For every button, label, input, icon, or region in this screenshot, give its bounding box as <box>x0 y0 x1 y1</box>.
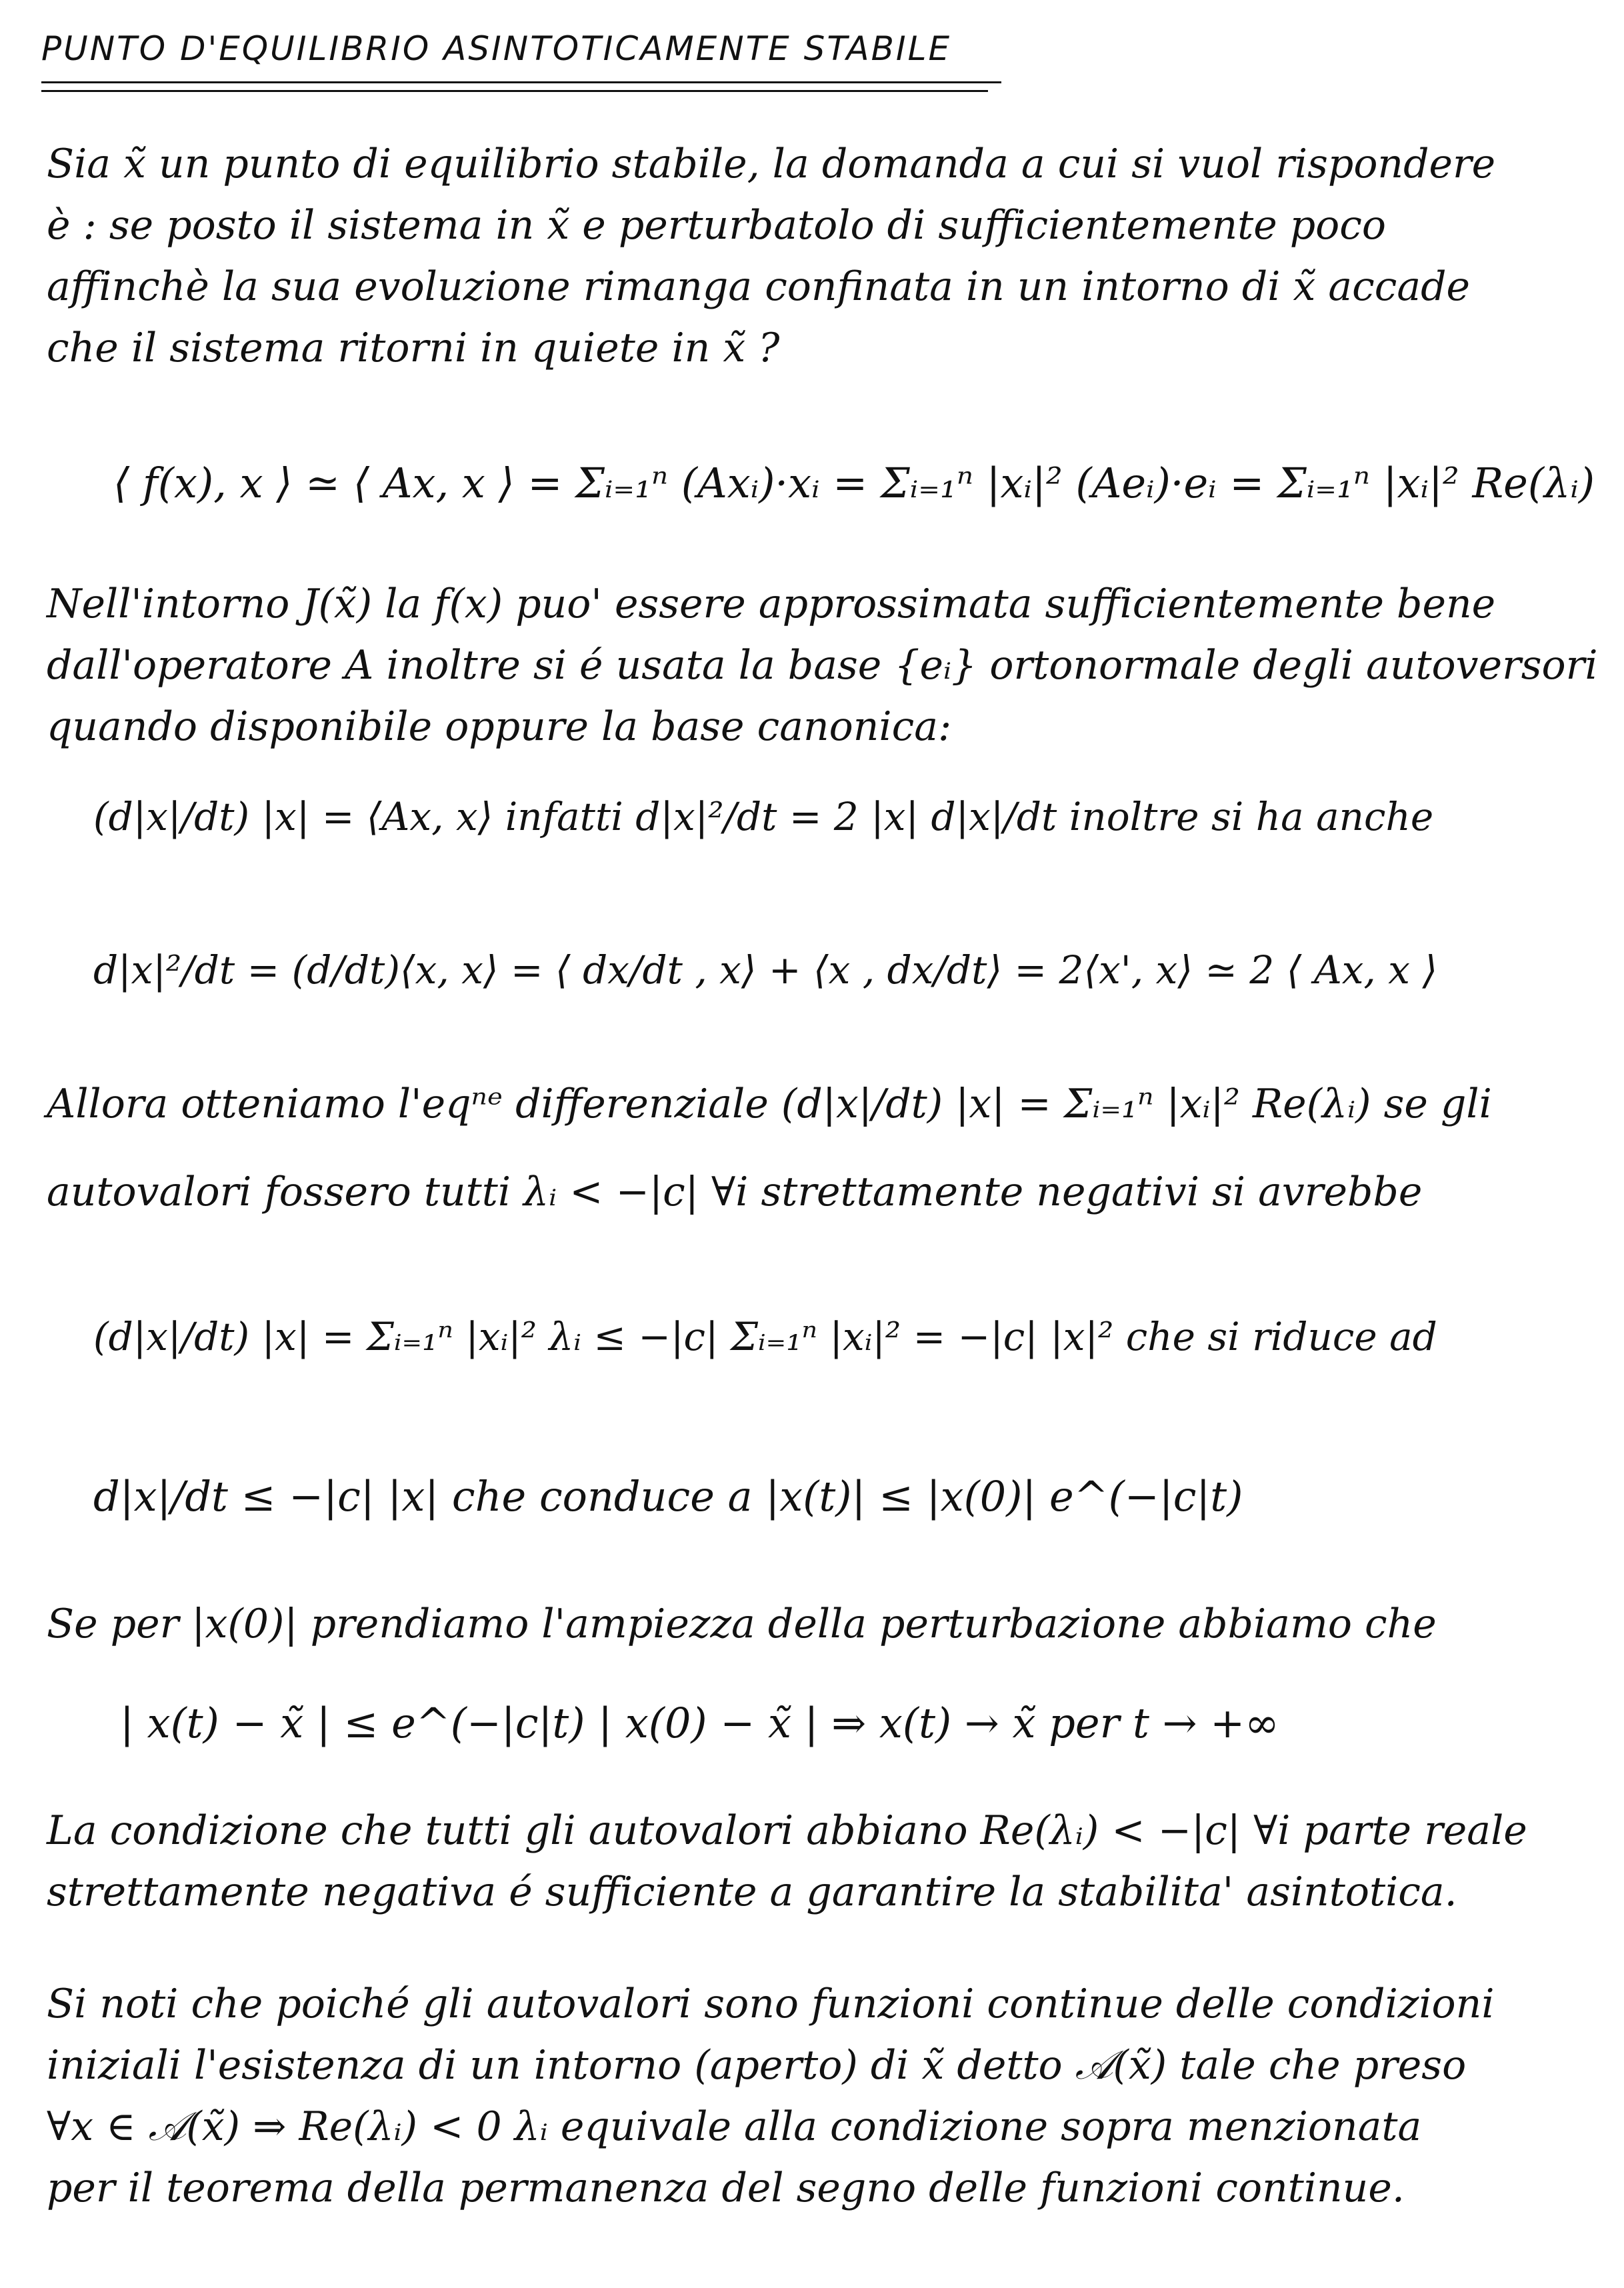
paragraph-line: Nell'intorno J(x̃) la f(x) puo' essere approssimata sufficientemente bene <box>47 581 1496 627</box>
formula-inner-product: ⟨ f(x), x ⟩ ≃ ⟨ Ax, x ⟩ = Σᵢ₌₁ⁿ (Axᵢ)·xᵢ = Σᵢ₌₁ⁿ |xᵢ|² (Aeᵢ)·eᵢ = Σᵢ₌₁ⁿ |xᵢ|² Re(λᵢ) <box>113 459 1595 507</box>
paragraph-line: dall'operatore A inoltre si é usata la base {eᵢ} ortonormale degli autoversori <box>47 642 1598 689</box>
paragraph-line: strettamente negativa é sufficiente a garantire la stabilita' asintotica. <box>47 1869 1457 1915</box>
paragraph-line: autovalori fossero tutti λᵢ < −|c| ∀i strettamente negativi si avrebbe <box>47 1169 1423 1215</box>
paragraph-condition <box>47 1800 1580 1923</box>
page-title: PUNTO D'EQUILIBRIO ASINTOTICAMENTE STABILE <box>41 29 952 68</box>
title-underline-second <box>41 90 988 92</box>
paragraph-differential-equation <box>47 1073 1580 1223</box>
paragraph-perturbation <box>47 1593 1580 1655</box>
paragraph-line: Se per |x(0)| prendiamo l'ampiezza della perturbazione abbiamo che <box>47 1601 1437 1647</box>
intro-line: Sia x̃ un punto di equilibrio stabile, la domanda a cui si vuol rispondere <box>47 141 1496 187</box>
formula-exponential-bound: d|x|/dt ≤ −|c| |x| che conduce a |x(t)| ≤ |x(0)| e^(−|c|t) <box>93 1472 1243 1521</box>
intro-line: che il sistema ritorni in quiete in x̃ ? <box>47 325 780 371</box>
intro-paragraph <box>47 133 1580 379</box>
paragraph-line: La condizione che tutti gli autovalori abbiano Re(λᵢ) < −|c| ∀i parte reale <box>47 1807 1527 1854</box>
formula-norm-squared-derivative: d|x|²/dt = (d/dt)⟨x, x⟩ = ⟨ dx/dt , x⟩ + ⟨x , dx/dt⟩ = 2⟨x', x⟩ ≃ 2 ⟨ Ax, x ⟩ <box>93 947 1438 993</box>
paragraph-line: iniziali l'esistenza di un intorno (aperto) di x̃ detto 𝒜(x̃) tale che preso <box>47 2042 1467 2089</box>
intro-line: è : se posto il sistema in x̃ e perturbatolo di sufficientemente poco <box>47 202 1387 249</box>
formula-norm-derivative: (d|x|/dt) |x| = ⟨Ax, x⟩ infatti d|x|²/dt = 2 |x| d|x|/dt inoltre si ha anche <box>93 794 1434 839</box>
paragraph-line: Si noti che poiché gli autovalori sono funzioni continue delle condizioni <box>47 1981 1495 2027</box>
paragraph-line: Allora otteniamo l'eqⁿᵉ differenziale (d|x|/dt) |x| = Σᵢ₌₁ⁿ |xᵢ|² Re(λᵢ) se gli <box>47 1081 1492 1127</box>
paragraph-approximation <box>47 573 1598 757</box>
intro-line: affinchè la sua evoluzione rimanga confinata in un intorno di x̃ accade <box>47 263 1471 310</box>
title-underline <box>41 81 1001 83</box>
title-block <box>41 25 1041 92</box>
paragraph-line: per il teorema della permanenza del segno delle funzioni continue. <box>47 2165 1405 2211</box>
paragraph-line: quando disponibile oppure la base canonica: <box>47 703 952 750</box>
formula-inequality: (d|x|/dt) |x| = Σᵢ₌₁ⁿ |xᵢ|² λᵢ ≤ −|c| Σᵢ₌₁ⁿ |xᵢ|² = −|c| |x|² che si riduce ad <box>93 1314 1437 1359</box>
paragraph-line: ∀x ∈ 𝒜(x̃) ⇒ Re(λᵢ) < 0 λᵢ equivale alla condizione sopra menzionata <box>47 2103 1422 2150</box>
formula-convergence: | x(t) − x̃ | ≤ e^(−|c|t) | x(0) − x̃ | ⇒ x(t) → x̃ per t → +∞ <box>120 1699 1279 1747</box>
paragraph-continuity-note <box>47 1973 1580 2219</box>
